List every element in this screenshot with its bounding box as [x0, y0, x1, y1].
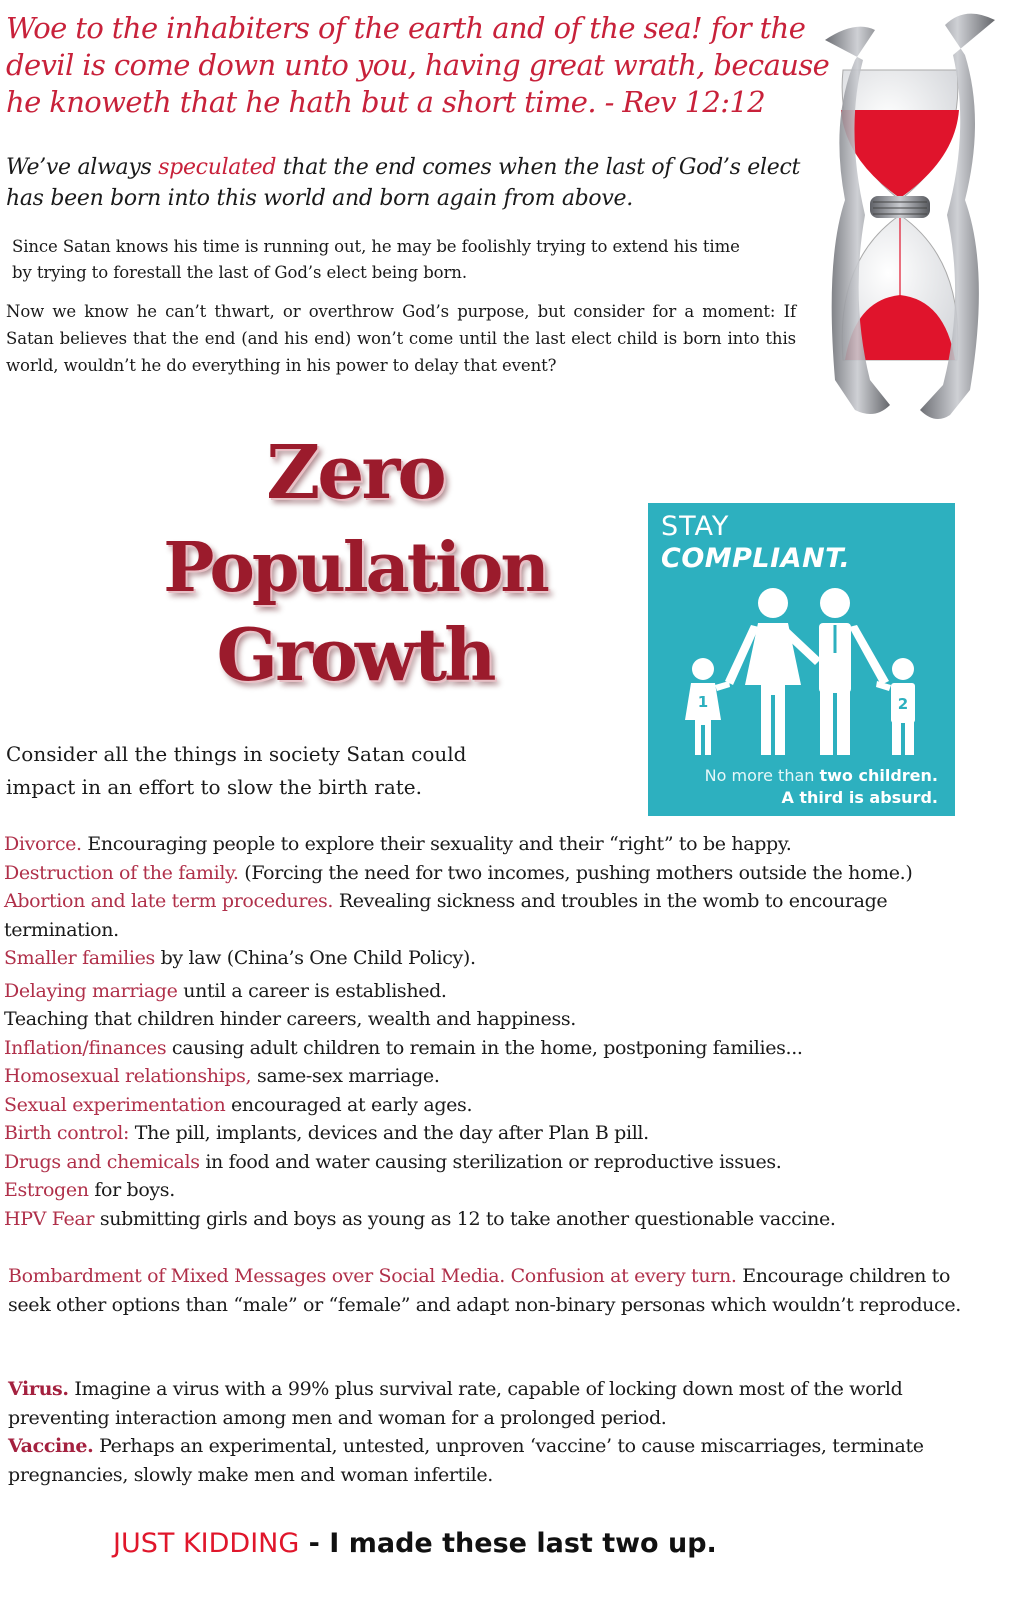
- bombardment-text: Encourage children to seek other options than “male” or “female” and adapt non-binary personas which wouldn’t reproduce.: [8, 1265, 961, 1316]
- zpg-title-art: [140, 430, 570, 720]
- list-item-text: in food and water causing sterilization or reproductive issues.: [199, 1150, 782, 1173]
- list-item-text: for boys.: [88, 1179, 175, 1201]
- stay-compliant-poster: [648, 503, 955, 816]
- spec-pre: We’ve always: [6, 155, 159, 180]
- list-item-label: Divorce.: [4, 833, 82, 855]
- list-item-text: Teaching that children hinder careers, wealth and happiness.: [4, 1008, 576, 1030]
- virus-label: Virus.: [8, 1378, 69, 1400]
- spec-post: that the end comes when the last of God’s elect has been born into this world and born again from above.: [6, 155, 801, 211]
- list-item: [4, 1176, 1004, 1205]
- zpg-line-zero: Zero: [266, 430, 444, 516]
- poster-bottom-bold: two children.: [819, 766, 938, 785]
- poster-compliant: COMPLIANT.: [661, 543, 851, 574]
- threat-list: [4, 830, 1004, 1233]
- list-item-text: submitting girls and boys as young as 12 to take another questionable vaccine.: [94, 1207, 836, 1230]
- virus-text: Imagine a virus with a 99% plus survival rate, capable of locking down most of the world preventing interaction among men and woman for a prolonged period.: [8, 1378, 903, 1429]
- list-item-text: causing adult children to remain in the home, postponing families...: [166, 1036, 803, 1059]
- zpg-line-growth: Growth: [216, 612, 494, 697]
- list-item-label: Destruction of the family.: [4, 861, 239, 884]
- child-number-2: 2: [897, 695, 909, 713]
- list-item-label: Birth control:: [4, 1122, 130, 1144]
- bombardment-label: Bombardment of Mixed Messages over Social Media. Confusion at every turn.: [8, 1265, 737, 1287]
- list-item-text: Revealing sickness and troubles in the womb to encourage termination.: [4, 890, 888, 941]
- vaccine-paragraph: [8, 1432, 998, 1489]
- list-item-label: Abortion and late term procedures.: [4, 890, 334, 912]
- list-item-text: encouraged at early ages.: [225, 1093, 473, 1116]
- consider-paragraph: Consider all the things in society Satan could impact in an effort to slow the birth rate.: [6, 742, 467, 799]
- list-item-text: by law (China’s One Child Policy).: [154, 947, 476, 969]
- list-item: [4, 1005, 1004, 1034]
- list-item-label: Homosexual relationships,: [4, 1065, 252, 1087]
- list-item: [4, 1148, 1004, 1177]
- list-item-label: Delaying marriage: [4, 979, 178, 1002]
- virus-paragraph: [8, 1375, 998, 1432]
- list-item-text: same-sex marriage.: [251, 1065, 440, 1087]
- list-item-label: Drugs and chemicals: [4, 1150, 200, 1173]
- vaccine-label: Vaccine.: [8, 1435, 94, 1457]
- zpg-line-population: Population: [163, 528, 547, 608]
- list-item: [4, 830, 1004, 859]
- thwart-paragraph: Now we know he can’t thwart, or overthrow God’s purpose, but consider for a moment: If Satan believes that the end (and his end) won’t come until the last elect child is born into this world, wouldn’t he do everything in his power to delay that event?: [6, 302, 796, 375]
- list-item-label: HPV Fear: [4, 1207, 95, 1230]
- poster-stay: STAY: [661, 511, 730, 542]
- list-item: [4, 887, 1004, 944]
- speculation-paragraph: [6, 152, 836, 214]
- list-item-text: The pill, implants, devices and the day after Plan B pill.: [129, 1122, 649, 1144]
- list-item: [4, 1034, 1004, 1063]
- poster-bottom-line2: A third is absurd.: [781, 788, 938, 807]
- list-item-text: (Forcing the need for two incomes, pushing mothers outside the home.): [238, 861, 913, 884]
- poster-bottom-pre: No more than: [704, 766, 820, 785]
- poster-bottom-line1: [648, 766, 938, 785]
- just-kidding-text: - I made these last two up.: [299, 1528, 717, 1559]
- list-item-text: Encouraging people to explore their sexuality and their “right” to be happy.: [81, 833, 792, 855]
- vaccine-text: Perhaps an experimental, untested, unproven ‘vaccine’ to cause miscarriages, terminate pregnancies, slowly make men and woman infertile.: [8, 1435, 924, 1486]
- list-item-label: Estrogen: [4, 1179, 89, 1201]
- list-item-label: Inflation/finances: [4, 1036, 167, 1059]
- just-kidding-label: JUST KIDDING: [113, 1528, 300, 1559]
- child-number-1: 1: [697, 693, 709, 711]
- list-item: [4, 1205, 1004, 1234]
- just-kidding-line: [113, 1528, 913, 1559]
- satan-time-paragraph: Since Satan knows his time is running out, he may be foolishly trying to extend his time by trying to forestall the last of God’s elect being born.: [12, 237, 740, 282]
- family-icon: [663, 585, 943, 760]
- list-item: [4, 1119, 1004, 1148]
- list-item-text: until a career is established.: [177, 979, 447, 1002]
- list-item: [4, 944, 1004, 973]
- list-item-label: Smaller families: [4, 947, 155, 969]
- scripture-quote: Woe to the inhabiters of the earth and of the sea! for the devil is come down unto you, having great wrath, because he knoweth that he hath but a short time. - Rev 12:12: [6, 11, 830, 119]
- list-item-label: Sexual experimentation: [4, 1093, 226, 1116]
- hourglass-image: [815, 0, 1005, 430]
- list-item: [4, 859, 1004, 888]
- bombardment-paragraph: [8, 1262, 998, 1319]
- spec-highlight: speculated: [158, 155, 277, 180]
- list-item: [4, 1091, 1004, 1120]
- list-item: [4, 1062, 1004, 1091]
- list-item: [4, 977, 1004, 1006]
